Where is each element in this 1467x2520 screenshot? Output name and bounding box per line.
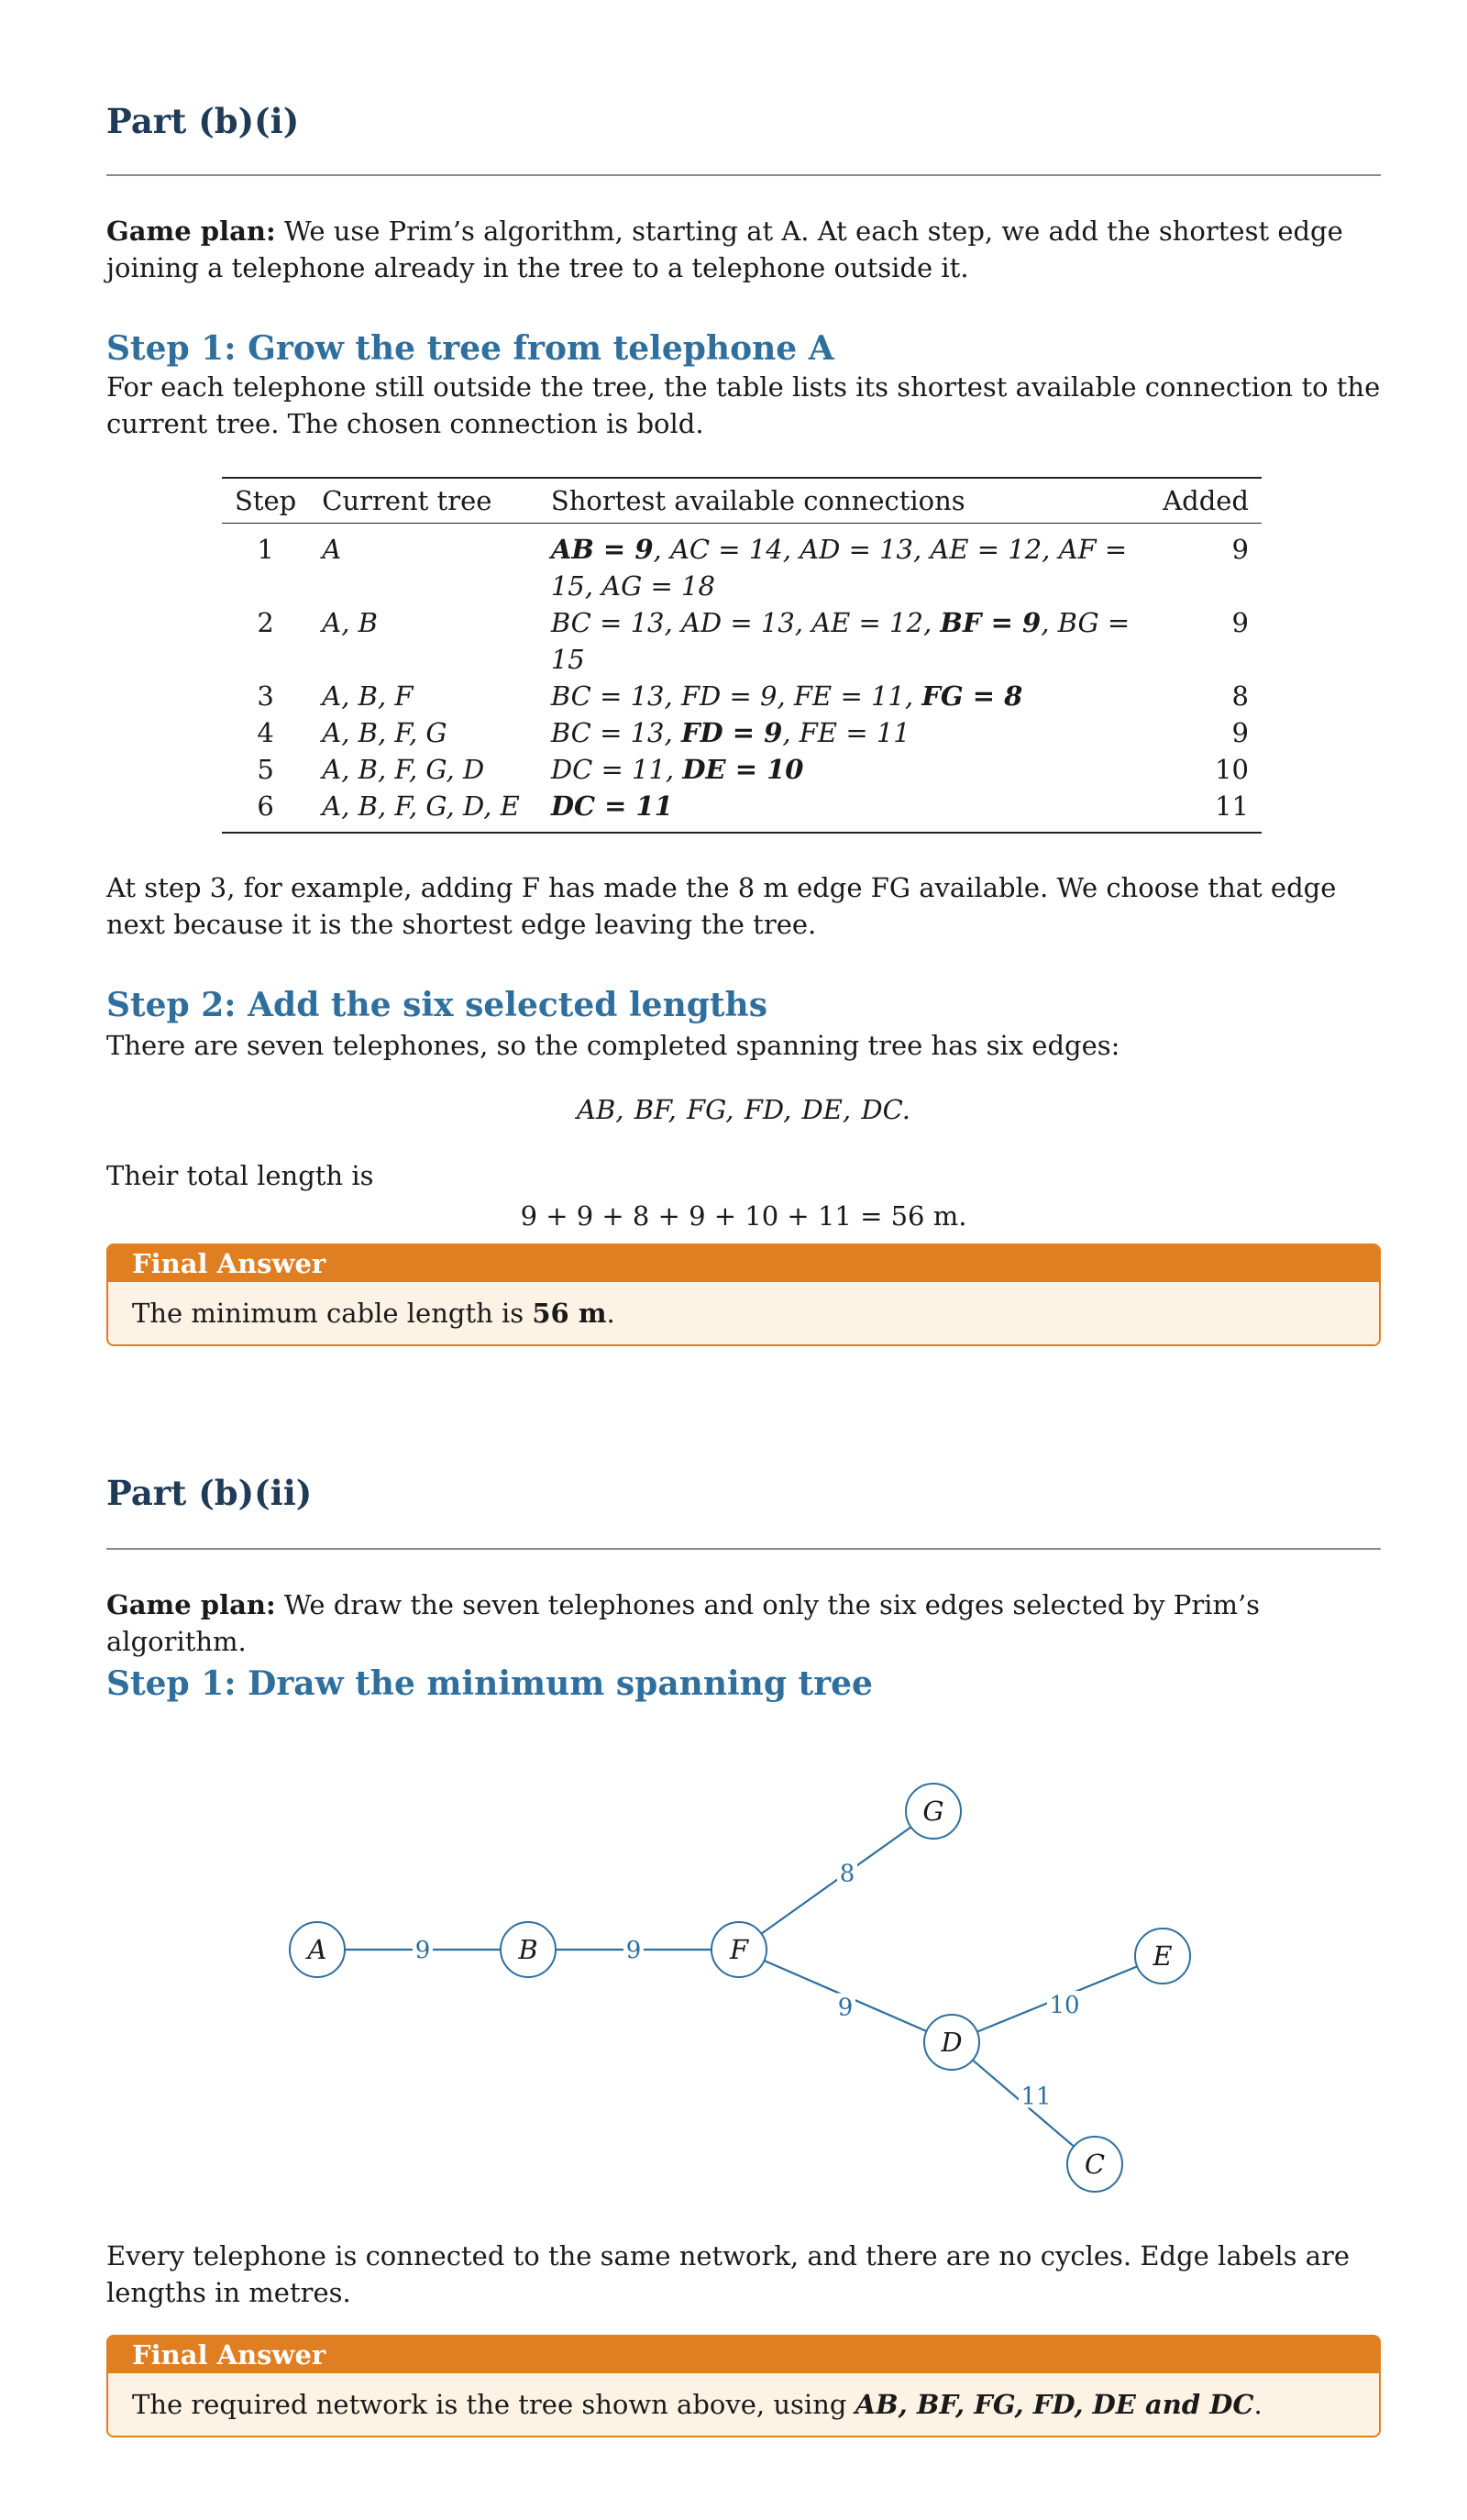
final-answer-body bbox=[108, 1282, 1379, 1344]
selected-edges-list: AB, BF, FG, FD, DE, DC. bbox=[577, 1094, 910, 1125]
diagram-explanation: Every telephone is connected to the same network, and there are no cycles. Edge labels are lengths in metres. bbox=[106, 2240, 1351, 2308]
final-answer-pre-2: The required network is the tree shown above, using bbox=[132, 2389, 855, 2420]
edge-label-FD: 9 bbox=[837, 1994, 854, 2022]
final-answer-post-2: . bbox=[1253, 2389, 1263, 2420]
game-plan-text: We use Prim’s algorithm, starting at A. At each step, we add the shortest edge joining a telephone already in the tree to a telephone outside it. bbox=[106, 216, 1343, 283]
col-header-tree: Current tree bbox=[309, 478, 538, 524]
table-row bbox=[222, 678, 1262, 714]
cell-tree: A, B, F, G, D, E bbox=[322, 790, 520, 822]
step3-explanation: At step 3, for example, adding F has made the 8 m edge FG available. We choose that edge next because it is the shortest edge leaving the tree. bbox=[106, 872, 1337, 940]
selected-edge: FG = 8 bbox=[921, 680, 1023, 712]
cell-tree: A, B, F, G, D bbox=[322, 754, 485, 785]
selected-edge: DC = 11 bbox=[550, 790, 673, 822]
final-answer-box-2 bbox=[106, 2335, 1381, 2437]
step1-text: For each telephone still outside the tree, the table lists its shortest available connection to the current tree. The chosen connection is bold. bbox=[106, 371, 1381, 439]
cell-step: 3 bbox=[257, 680, 274, 712]
cell-added: 9 bbox=[1231, 717, 1249, 748]
col-header-connections: Shortest available connections bbox=[538, 478, 1150, 524]
node-label-F: F bbox=[729, 1934, 749, 1965]
part-b-i-title: Part (b)(i) bbox=[106, 101, 300, 141]
table-row bbox=[222, 524, 1262, 605]
table-row bbox=[222, 788, 1262, 833]
cell-connections bbox=[538, 788, 1150, 833]
cell-tree: A, B, F bbox=[322, 680, 414, 712]
cell-added: 9 bbox=[1231, 534, 1249, 565]
col-header-step: Step bbox=[222, 478, 309, 524]
selected-edge: FD = 9 bbox=[680, 717, 783, 748]
edge-label-DC: 11 bbox=[1020, 2083, 1052, 2111]
final-answer-edges: AB, BF, FG, FD, DE and DC bbox=[855, 2389, 1254, 2420]
node-label-A: A bbox=[307, 1934, 327, 1965]
part-b-ii-title: Part (b)(ii) bbox=[106, 1473, 313, 1513]
node-label-E: E bbox=[1153, 1940, 1173, 1972]
connection-text: DC = 11, bbox=[550, 754, 683, 785]
node-label-B: B bbox=[518, 1934, 538, 1965]
connection-text: , AC = 14, AD = 13, AE = 12, AF = 15, AG = 18 bbox=[550, 534, 1128, 602]
cell-step: 2 bbox=[257, 607, 274, 638]
cell-added: 11 bbox=[1215, 790, 1249, 822]
step1-draw-title: Step 1: Draw the minimum spanning tree bbox=[106, 1664, 873, 1703]
cell-step: 1 bbox=[257, 534, 274, 565]
cell-added: 8 bbox=[1231, 680, 1249, 712]
step2-text: There are seven telephones, so the completed spanning tree has six edges: bbox=[106, 1030, 1120, 1061]
step2-title: Step 2: Add the six selected lengths bbox=[106, 986, 768, 1024]
final-answer-post: . bbox=[606, 1298, 615, 1329]
final-answer-value: 56 m bbox=[532, 1298, 607, 1329]
edge-label-AB: 9 bbox=[414, 1937, 431, 1964]
node-label-C: C bbox=[1084, 2149, 1106, 2180]
selected-edge: BF = 9 bbox=[940, 607, 1042, 638]
step1-title: Step 1: Grow the tree from telephone A bbox=[106, 329, 834, 368]
final-answer-heading-2: Final Answer bbox=[108, 2337, 1379, 2373]
game-plan-label: Game plan: bbox=[106, 216, 276, 247]
connection-text: , FE = 11 bbox=[782, 717, 910, 748]
col-header-added: Added bbox=[1150, 478, 1262, 524]
final-answer-heading: Final Answer bbox=[108, 1245, 1379, 1282]
node-label-D: D bbox=[941, 2027, 963, 2058]
game-plan-paragraph-2 bbox=[106, 1586, 1381, 1660]
section-divider bbox=[106, 1548, 1381, 1550]
edge-label-FG: 8 bbox=[839, 1860, 855, 1888]
connection-text: BC = 13, FD = 9, FE = 11, bbox=[550, 680, 922, 712]
table-header-row bbox=[222, 478, 1262, 524]
cell-connections bbox=[538, 678, 1150, 714]
total-intro: Their total length is bbox=[106, 1160, 374, 1191]
cell-tree: A bbox=[322, 534, 342, 565]
cell-tree: A, B, F, G bbox=[322, 717, 447, 748]
table-row bbox=[222, 751, 1262, 788]
cell-connections bbox=[538, 751, 1150, 788]
game-plan-paragraph bbox=[106, 213, 1381, 286]
cell-connections bbox=[538, 524, 1150, 605]
minimum-spanning-tree-diagram bbox=[106, 1742, 1381, 2219]
edge-FG bbox=[761, 1827, 910, 1933]
edge-label-BF: 9 bbox=[625, 1937, 642, 1964]
cell-connections bbox=[538, 604, 1150, 678]
cell-added: 10 bbox=[1215, 754, 1249, 785]
cell-step: 4 bbox=[257, 717, 274, 748]
connection-text: BC = 13, AD = 13, AE = 12, bbox=[550, 607, 941, 638]
cell-connections bbox=[538, 714, 1150, 751]
final-answer-box bbox=[106, 1243, 1381, 1346]
edge-label-DE: 10 bbox=[1049, 1992, 1080, 2019]
total-equation: 9 + 9 + 8 + 9 + 10 + 11 = 56 m. bbox=[520, 1200, 967, 1232]
prim-steps-table bbox=[222, 477, 1262, 834]
connection-text: BC = 13, bbox=[550, 717, 681, 748]
node-label-G: G bbox=[922, 1796, 944, 1827]
game-plan-label-2: Game plan: bbox=[106, 1589, 276, 1620]
table-row bbox=[222, 604, 1262, 678]
selected-edge: DE = 10 bbox=[682, 754, 804, 785]
cell-tree: A, B bbox=[322, 607, 378, 638]
final-answer-body-2 bbox=[108, 2373, 1379, 2436]
final-answer-pre: The minimum cable length is bbox=[132, 1298, 533, 1329]
cell-added: 9 bbox=[1231, 607, 1249, 638]
game-plan-text-2: We draw the seven telephones and only the six edges selected by Prim’s algorithm. bbox=[106, 1589, 1261, 1657]
table-row bbox=[222, 714, 1262, 751]
selected-edge: AB = 9 bbox=[550, 534, 654, 565]
cell-step: 6 bbox=[257, 790, 274, 822]
cell-step: 5 bbox=[257, 754, 274, 785]
connection-text: , BG = 15 bbox=[550, 607, 1131, 675]
section-divider bbox=[106, 174, 1381, 176]
